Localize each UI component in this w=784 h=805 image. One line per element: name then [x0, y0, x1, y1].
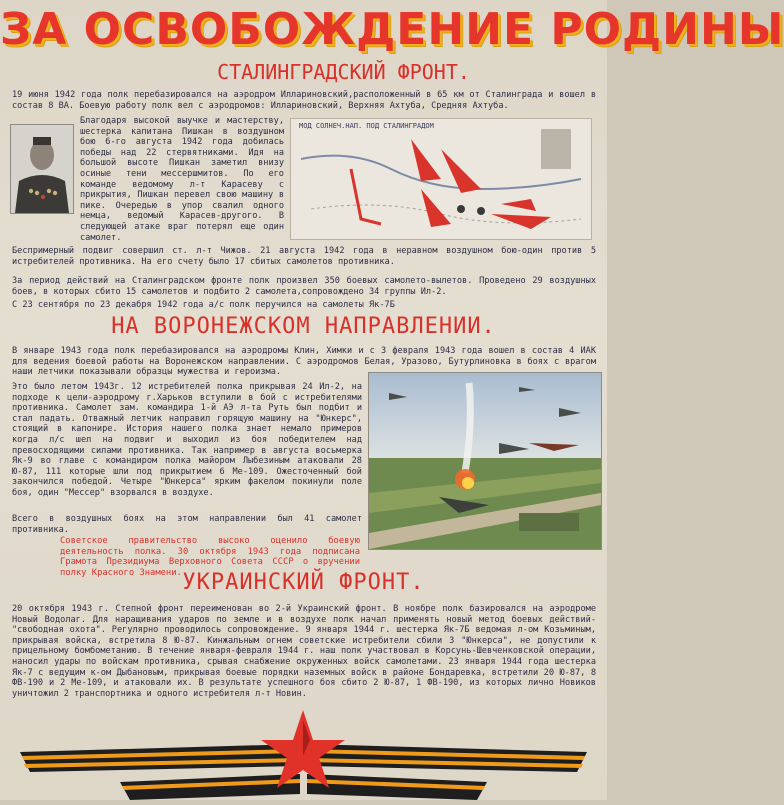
poster-title: ЗА ОСВОБОЖДЕНИЕ РОДИНЫ — [0, 4, 784, 55]
air-battle-painting — [368, 372, 602, 550]
ukraine-body: 20 октября 1943 г. Степной фронт переименован во 2-й Украинский фронт. В ноябре полк базировался на аэродроме Новый Водолаг. Для наращивания ударов по земле и в воздухе полк начал применять новый метод боевых действий-"свободная охота". Регулярно проводилось сопровождение. 9 января 1944 г. шестерка Як-7Б ведомая л-ом Козьминым, прикрывая войска, встретила 8 Ю-87. Кинжальным огнем советские истребители сбили 3 "Юнкерса", не допустили к прицельному бомбометанию. В течение января-февраля 1944 г. наш полк участвовал в Корсунь-Шевченковской операции, наносил удары по войскам противника, срывая снабжение окруженных войск самолетами. 23 января 1944 года шестерка Як-7 с ведущим к-ом Дыбановым, прикрывая боевые порядки наземных войск в районе Бондаревка, встретили 20 Ю-87, 8 ФВ-190 и 2 Ме-109, и атаковали их. В результате успешного боя сбито 2 Ю-87, 1 ФВ-190, из которых лично Новиков уничтожил 2 транспортника и одного истребителя л-т Новин. — [12, 604, 596, 699]
map-title: МОД СОЛНЕЧ.НАП. ПОД СТАЛИНГРАДОМ — [299, 122, 434, 130]
stalingrad-intro: 19 июня 1942 года полк перебазировался на аэродром Иллариновский,расположенный в 65 км от Сталинграда и вошел в состав 8 ВА. Боевую работу полк вел с аэродромов: Иллариновский, Верхняя Ахтуба, Средняя Ахтуба. — [12, 90, 596, 111]
stalingrad-date-line: С 23 сентября по 23 декабря 1942 года а/с полк перучился на самолеты Як-7Б — [12, 300, 395, 310]
ukraine-heading: УКРАИНСКИЙ ФРОНТ. — [182, 570, 425, 595]
stalingrad-heading: СТАЛИНГРАДСКИЙ ФРОНТ. — [217, 60, 470, 84]
stalingrad-stats: За период действий на Сталинградском фронте полк произвел 350 боевых самолето-вылетов. Проведено 29 воздушных боев, в которых сбито 15 самолетов и подбито 2 самолета,сопровождено 34 группы Ил-2. — [12, 276, 596, 297]
chizhov-feat: Беспримерный подвиг совершил ст. л-т Чижов. 21 августа 1942 года в неравном воздушном бою-один против 5 истребителей противника. На его счету было 17 сбитых самолетов противника. — [12, 246, 596, 267]
voronezh-result: Всего в воздушных боях на этом направлении был 41 самолет противника. — [12, 514, 362, 535]
air-battle-illustration — [369, 373, 601, 549]
star-ribbon-icon — [0, 696, 607, 800]
voronezh-story: Это было летом 1943г. 12 истребителей полка прикрывая 24 Ил-2, на подходе к цели-аэродрому г.Харьков вступили в бой с истребителями противника. Самолет зам. командира 1-й АЭ л-та Руть был подбит и стал падать. Отважный летчик направил горящую машину на "Юнкерс", стоящий в капонире. История нашего полка знает немало примеров когда л/с шел на подвиг и выходил из боя победителем над превосходящими силами противника. Так например в августа восьмерка Як-9 во главе с командиром полка майором Лыбезиным атаковали 28 Ю-87, 111 которые шли под прикрытием 6 Ме-109. Ожесточенный бой закончился победой. Четыре "Юнкерса" ярким факелом покинули поле боя, один "Мессер" взорвался в воздухе. — [12, 382, 362, 498]
pilot-portrait — [10, 124, 74, 214]
stalingrad-map — [290, 118, 592, 240]
pilot-portrait-image — [11, 125, 73, 213]
guards-ribbon-emblem — [0, 696, 607, 800]
battle-map-drawing — [291, 119, 591, 239]
pishkan-story: Благодаря высокой выучке и мастерству, шестерка капитана Пишкан в воздушном бою 6-го августа 1942 года добилась победы над 22 стервятниками. Идя на большой высоте Пишкан заметил внизу осиные тени мессершмитов. По его команде ведомому л-т Карасеву с прикрытия, Пишкан перевел свою машину в пике. Очередью в упор свалил одного немца, ведомый Карасев-другого. В следующей атаке враг потерял еще один самолет. — [80, 116, 284, 243]
voronezh-intro: В январе 1943 года полк перебазировался на аэродромы Клин, Химки и с 3 февраля 1943 года вошел в состав 4 ИАК для ведения боевой работы на Воронежском направлении. С аэродромов Белая, Уразово, Бутурлиновка в боях с врагом наши летчики показывали образцы мужества и героизма. — [12, 346, 596, 378]
voronezh-heading: НА ВОРОНЕЖСКОМ НАПРАВЛЕНИИ. — [111, 314, 496, 339]
regiment-award: Советское правительство высоко оценило боевую деятельность полка. 30 октября 1943 года подписана Грамота Президиума Верховного Совета СССР о вручении полку Красного Знамени. — [60, 536, 360, 578]
